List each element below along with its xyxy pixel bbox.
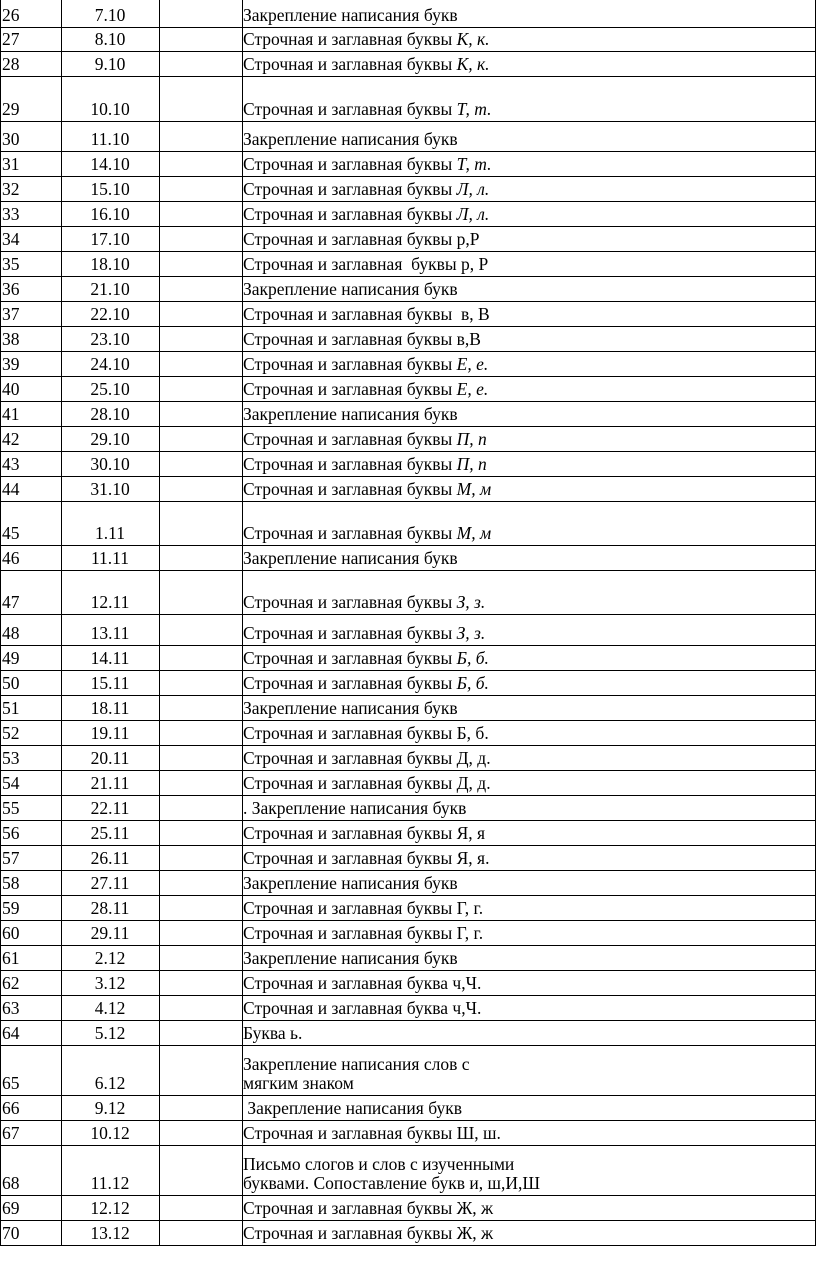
- lesson-number: 51: [2, 698, 20, 718]
- lesson-date: 22.10: [90, 304, 130, 324]
- lesson-number: 39: [2, 354, 20, 374]
- lesson-topic: Строчная и заглавная буквы Б, б.: [243, 723, 489, 743]
- lesson-number: 61: [2, 948, 20, 968]
- lesson-date: 30.10: [90, 454, 130, 474]
- lesson-number: 58: [2, 873, 20, 893]
- lesson-date: 15.10: [90, 179, 130, 199]
- lesson-number: 48: [2, 623, 20, 643]
- lesson-date: 18.10: [90, 254, 130, 274]
- lesson-topic: Буква ь.: [243, 1023, 303, 1043]
- lesson-number: 43: [2, 454, 20, 474]
- lesson-date: 25.10: [90, 379, 130, 399]
- lesson-topic: Строчная и заглавная буквы П, п: [243, 454, 487, 474]
- lesson-topic: Строчная и заглавная буквы в, В: [243, 304, 490, 324]
- lesson-topic: Строчная и заглавная буквы Ж, ж: [243, 1198, 494, 1218]
- lesson-date: 28.10: [90, 404, 130, 424]
- lesson-topic: Закрепление написания букв: [243, 548, 458, 568]
- lesson-date: 25.11: [90, 823, 130, 843]
- lesson-number: 59: [2, 898, 20, 918]
- lesson-number: 65: [2, 1073, 20, 1093]
- lesson-number: 28: [2, 54, 20, 74]
- lesson-date: 12.12: [90, 1198, 130, 1218]
- lesson-topic: Строчная и заглавная буквы К, к.: [243, 29, 490, 49]
- lesson-topic: Строчная и заглавная буквы К, к.: [243, 54, 490, 74]
- lesson-topic: Закрепление написания букв: [243, 5, 458, 25]
- lesson-date: 4.12: [94, 998, 126, 1018]
- lesson-number: 34: [2, 229, 20, 249]
- lesson-number: 27: [2, 29, 20, 49]
- lesson-date: 26.11: [90, 848, 130, 868]
- lesson-date: 23.10: [90, 329, 130, 349]
- lesson-topic: Закрепление написания слов с: [243, 1054, 470, 1074]
- lesson-topic: Строчная и заглавная буквы р,Р: [243, 229, 480, 249]
- lesson-date: 12.11: [90, 592, 130, 612]
- letter-pair: М, м: [456, 479, 492, 499]
- lesson-number: 32: [2, 179, 20, 199]
- lesson-topic: Закрепление написания букв: [243, 279, 458, 299]
- lesson-date: 5.12: [94, 1023, 126, 1043]
- lesson-topic-continued: мягким знаком: [243, 1073, 354, 1093]
- lesson-topic: Закрепление написания букв: [243, 404, 458, 424]
- lesson-topic: Строчная и заглавная буквы Ш, ш.: [243, 1123, 501, 1143]
- lesson-number: 49: [2, 648, 20, 668]
- lesson-number: 52: [2, 723, 20, 743]
- lesson-number: 44: [2, 479, 20, 499]
- lesson-topic: Строчная и заглавная буквы Е, е.: [243, 379, 489, 399]
- lesson-date: 31.10: [90, 479, 130, 499]
- letter-pair: П, п: [456, 429, 487, 449]
- lesson-date: 10.10: [90, 99, 130, 119]
- lesson-topic: Строчная и заглавная буквы М, м: [243, 479, 492, 499]
- lesson-date: 13.12: [90, 1223, 130, 1243]
- lesson-date: 2.12: [94, 948, 126, 968]
- lesson-number: 67: [2, 1123, 20, 1143]
- lesson-topic: Строчная и заглавная буквы Л, л.: [243, 204, 490, 224]
- letter-pair: Б, б.: [456, 648, 489, 668]
- lesson-topic: Строчная и заглавная буквы П, п: [243, 429, 487, 449]
- letter-pair: Е, е.: [456, 354, 489, 374]
- lesson-topic: Закрепление написания букв: [243, 948, 458, 968]
- lesson-date: 18.11: [90, 698, 130, 718]
- lesson-number: 69: [2, 1198, 20, 1218]
- lesson-topic-continued: буквами. Сопоставление букв и, ш,И,Ш: [243, 1173, 541, 1193]
- lesson-number: 54: [2, 773, 20, 793]
- lesson-number: 46: [2, 548, 20, 568]
- lesson-topic: Строчная и заглавная буквы Д, д.: [243, 748, 491, 768]
- lesson-date: 8.10: [94, 29, 126, 49]
- lesson-number: 63: [2, 998, 20, 1018]
- letter-pair: Е, е.: [456, 379, 489, 399]
- letter-pair: М, м: [456, 523, 492, 543]
- letter-pair: Т, т.: [456, 99, 492, 119]
- lesson-date: 16.10: [90, 204, 130, 224]
- lesson-number: 33: [2, 204, 20, 224]
- lesson-topic: Строчная и заглавная буквы М, м: [243, 523, 492, 543]
- lesson-date: 14.11: [90, 648, 130, 668]
- lesson-number: 30: [2, 129, 20, 149]
- lesson-topic: Письмо слогов и слов с изученными: [243, 1154, 515, 1174]
- lesson-date: 11.10: [90, 129, 130, 149]
- letter-pair: З, з.: [456, 623, 486, 643]
- lesson-number: 68: [2, 1173, 20, 1193]
- letter-pair: Т, т.: [456, 154, 492, 174]
- lesson-date: 11.12: [90, 1173, 130, 1193]
- lesson-date: 21.11: [90, 773, 130, 793]
- lesson-date: 15.11: [90, 673, 130, 693]
- lesson-date: 7.10: [94, 5, 126, 25]
- lesson-number: 45: [2, 523, 20, 543]
- letter-pair: З, з.: [456, 592, 486, 612]
- lesson-topic: Строчная и заглавная буквы З, з.: [243, 623, 486, 643]
- lesson-date: 3.12: [94, 973, 126, 993]
- lesson-number: 42: [2, 429, 20, 449]
- lesson-date: 9.10: [94, 54, 126, 74]
- lesson-number: 60: [2, 923, 20, 943]
- lesson-topic: Строчная и заглавная буквы Е, е.: [243, 354, 489, 374]
- lesson-topic: Строчная и заглавная буквы Б, б.: [243, 648, 489, 668]
- lesson-topic: . Закрепление написания букв: [243, 798, 467, 818]
- lesson-topic: Строчная и заглавная буквы в,В: [243, 329, 481, 349]
- lesson-number: 56: [2, 823, 20, 843]
- lesson-topic: Строчная и заглавная буквы Б, б.: [243, 673, 489, 693]
- letter-pair: Л, л.: [456, 179, 490, 199]
- lesson-date: 6.12: [94, 1073, 126, 1093]
- lesson-date: 11.11: [90, 548, 130, 568]
- letter-pair: Б, б.: [456, 673, 489, 693]
- lesson-topic: Строчная и заглавная буквы р, Р: [243, 254, 489, 274]
- lesson-date: 13.11: [90, 623, 130, 643]
- lesson-number: 64: [2, 1023, 20, 1043]
- lesson-number: 36: [2, 279, 20, 299]
- lesson-date: 9.12: [94, 1098, 126, 1118]
- letter-pair: К, к.: [456, 54, 490, 74]
- lesson-date: 10.12: [90, 1123, 130, 1143]
- lesson-topic: Строчная и заглавная буква ч,Ч.: [243, 998, 482, 1018]
- lesson-number: 53: [2, 748, 20, 768]
- lesson-topic: Строчная и заглавная буквы Д, д.: [243, 773, 491, 793]
- lesson-date: 28.11: [90, 898, 130, 918]
- lesson-topic: Строчная и заглавная буквы З, з.: [243, 592, 486, 612]
- lesson-number: 57: [2, 848, 20, 868]
- lesson-topic: Закрепление написания букв: [243, 1098, 462, 1118]
- lesson-number: 62: [2, 973, 20, 993]
- lesson-number: 50: [2, 673, 20, 693]
- lesson-date: 27.11: [90, 873, 130, 893]
- lesson-number: 29: [2, 99, 20, 119]
- lesson-topic: Строчная и заглавная буквы Т, т.: [243, 99, 492, 119]
- lesson-topic: Строчная и заглавная буквы Я, я: [243, 823, 486, 843]
- lesson-number: 31: [2, 154, 20, 174]
- lesson-topic: Строчная и заглавная буквы Г, г.: [243, 898, 484, 918]
- lesson-number: 26: [2, 5, 20, 25]
- lesson-date: 21.10: [90, 279, 130, 299]
- lesson-topic: Строчная и заглавная буквы Г, г.: [243, 923, 484, 943]
- lesson-topic: Строчная и заглавная буква ч,Ч.: [243, 973, 482, 993]
- lesson-date: 20.11: [90, 748, 130, 768]
- lesson-topic: Строчная и заглавная буквы Я, я.: [243, 848, 490, 868]
- lesson-date: 1.11: [95, 523, 125, 543]
- lesson-date: 14.10: [90, 154, 130, 174]
- lesson-topic: Закрепление написания букв: [243, 873, 458, 893]
- lesson-number: 70: [2, 1223, 20, 1243]
- lesson-topic: Закрепление написания букв: [243, 129, 458, 149]
- letter-pair: К, к.: [456, 29, 490, 49]
- lesson-number: 40: [2, 379, 20, 399]
- lesson-date: 17.10: [90, 229, 130, 249]
- lesson-date: 29.10: [90, 429, 130, 449]
- lesson-date: 29.11: [90, 923, 130, 943]
- lesson-topic: Строчная и заглавная буквы Л, л.: [243, 179, 490, 199]
- lesson-number: 55: [2, 798, 20, 818]
- lesson-number: 66: [2, 1098, 20, 1118]
- lesson-topic: Строчная и заглавная буквы Ж, ж: [243, 1223, 494, 1243]
- lesson-date: 19.11: [90, 723, 130, 743]
- lesson-number: 41: [2, 404, 20, 424]
- letter-pair: П, п: [456, 454, 487, 474]
- lesson-number: 35: [2, 254, 20, 274]
- lesson-number: 47: [2, 592, 20, 612]
- lesson-number: 38: [2, 329, 20, 349]
- lesson-topic: Строчная и заглавная буквы Т, т.: [243, 154, 492, 174]
- lesson-date: 24.10: [90, 354, 130, 374]
- lesson-topic: Закрепление написания букв: [243, 698, 458, 718]
- lesson-number: 37: [2, 304, 20, 324]
- lesson-date: 22.11: [90, 798, 130, 818]
- letter-pair: Л, л.: [456, 204, 490, 224]
